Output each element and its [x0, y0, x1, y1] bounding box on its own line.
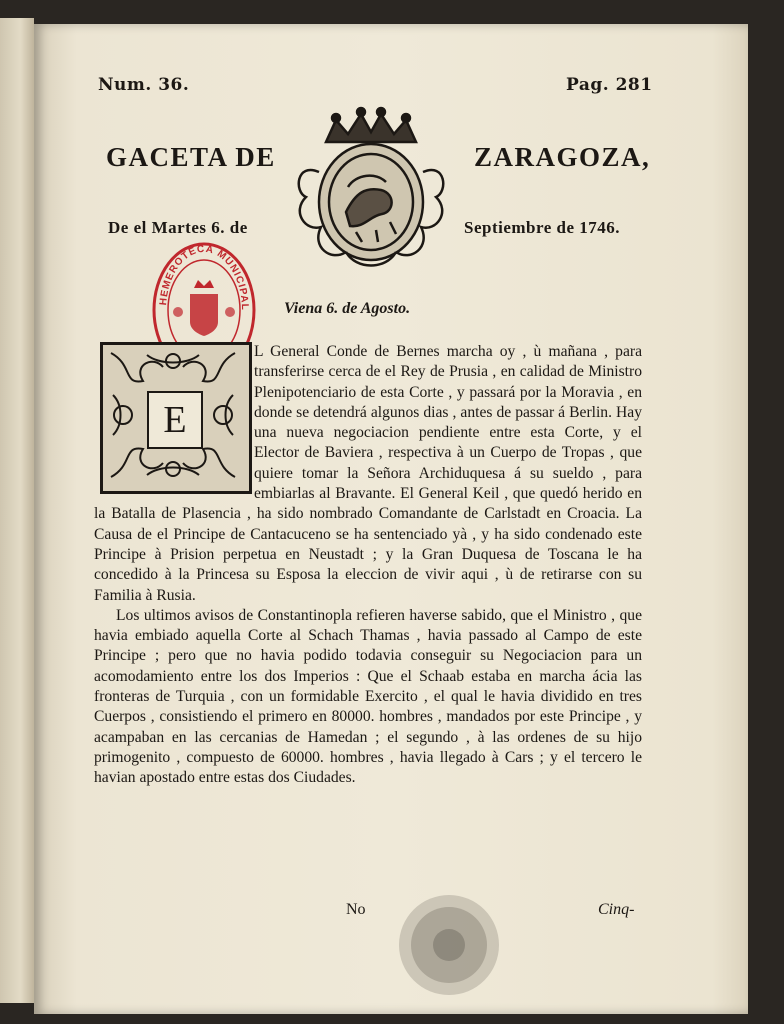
catchword-left: No [346, 901, 366, 918]
catchword-right: Cinq- [598, 901, 635, 918]
article-dateline: Viena 6. de Agosto. [284, 300, 411, 317]
article-paragraph-2: Los ultimos avisos de Constantinopla refieren haverse sabido, que el Ministro , que havia embiado aquella Corte al Schach Thamas , havia passado al Campo de este Principe ; pero que no havia podido todavia conseguir su Negociacion para un acomodamiento entre los dos Imperios : Que el Schaab estaba en marcha ácia las fronteras de Turquia , con un formidable Exercito , el qual le havia dividido en tres Cuerpos , consistiendo el primero en 80000. hombres , mandados por este Principe , y acampaban en las cercanias de Hamedan ; el segundo , à las ordenes de su hijo primogenito , compuesto de 60000. hombres , havia llegado à Cars ; y el tercero le havian apostado entre estas dos Ciudades. [94, 606, 642, 787]
issue-number: Num. 36. [98, 75, 190, 95]
ink-blot-icon [394, 890, 504, 1000]
issue-date-left: De el Martes 6. de [108, 218, 248, 237]
coat-of-arms-icon [286, 102, 456, 282]
facing-page-edge [0, 18, 34, 1003]
drop-cap-letter: E [147, 391, 203, 449]
newspaper-page [34, 24, 748, 1014]
article-paragraph-1: L General Conde de Bernes marcha oy , ù mañana , para transferirse cerca de el Rey de Prusia , en calidad de Ministro Plenipotenciario de esta Corte , y passará por la Moravia , en donde se detendrá algunos dias , antes de passar á Berlin. Hay una nueva negociacion pendiente entre esta Corte, y el Elector de Baviera , respectiva à un Cuerpo de Tropas , que quiere tomar la Señora Archiduquesa á su sueldo , para embiarlas al Bravante. El General Keil , que quedó herido en la Batalla de Plasencia , ha sido nombrado Comandante de Carlstadt en Croacia. La Causa de el Principe de Cantacuceno se ha sentenciado yà , y ha sido condenado este Principe à Prision perpetua en Neustadt ; y la Gran Duquesa de Toscana le ha concedido à la Princesa su Esposa la eleccion de vivir aqui , ù de retirarse con su Familia à Rusia. [94, 343, 642, 604]
masthead-title-right: ZARAGOZA, [474, 142, 651, 172]
article-body [94, 342, 642, 789]
masthead-title-left: GACETA DE [106, 142, 276, 172]
stamp-text: HEMEROTECA MUNICIPAL [158, 243, 251, 312]
issue-date-right: Septiembre de 1746. [464, 218, 621, 237]
page-number: Pag. 281 [566, 75, 653, 95]
